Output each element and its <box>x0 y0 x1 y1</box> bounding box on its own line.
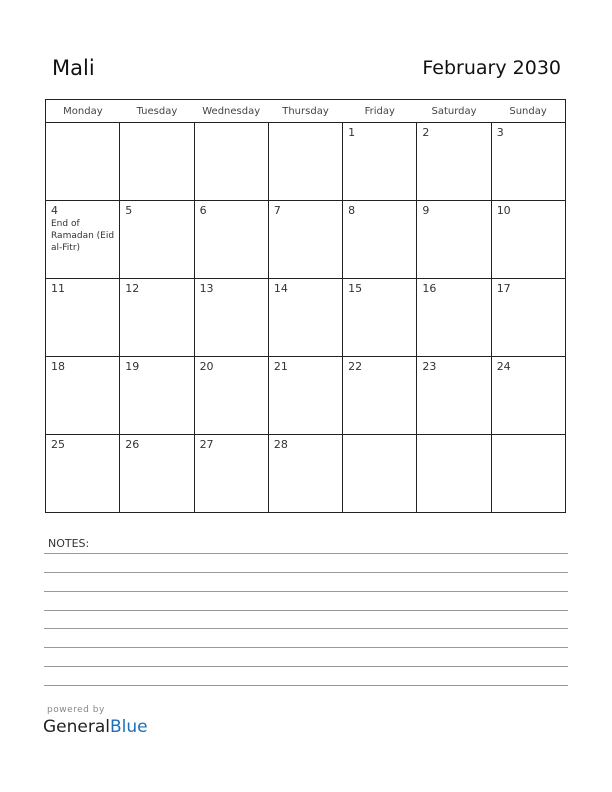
month-year-title: February 2030 <box>422 57 561 79</box>
brand-blue: Blue <box>110 717 148 737</box>
weekday-friday: Friday <box>343 100 417 123</box>
day-cell <box>46 357 120 435</box>
day-cell <box>194 123 268 201</box>
weekday-header-row <box>46 100 566 123</box>
day-cell <box>268 201 342 279</box>
note-line <box>44 591 568 592</box>
day-number: 8 <box>348 204 356 217</box>
weekday-sunday: Sunday <box>491 100 565 123</box>
day-cell <box>343 279 417 357</box>
weekday-monday: Monday <box>46 100 120 123</box>
week-row-5 <box>46 435 566 513</box>
day-number: 13 <box>199 282 214 295</box>
notes-label: NOTES: <box>48 537 90 550</box>
day-cell <box>417 201 491 279</box>
day-number: 7 <box>273 204 281 217</box>
day-cell <box>46 279 120 357</box>
day-number: 22 <box>348 360 363 373</box>
day-cell <box>46 201 120 279</box>
day-cell <box>343 201 417 279</box>
day-number: 26 <box>125 438 140 451</box>
day-number: 20 <box>199 360 214 373</box>
day-cell <box>343 435 417 513</box>
day-cell <box>120 279 194 357</box>
day-cell <box>268 279 342 357</box>
weekday-saturday: Saturday <box>417 100 491 123</box>
day-cell <box>194 357 268 435</box>
day-cell <box>120 435 194 513</box>
day-number: 18 <box>51 360 65 373</box>
note-line <box>44 666 568 667</box>
note-line <box>44 610 568 611</box>
day-number: 14 <box>273 282 288 295</box>
day-cell <box>491 435 565 513</box>
day-cell <box>268 123 342 201</box>
day-cell <box>268 357 342 435</box>
day-number: 15 <box>348 282 363 295</box>
day-cell <box>417 357 491 435</box>
day-number: 10 <box>496 204 511 217</box>
day-number: 4 <box>51 204 58 217</box>
day-number: 25 <box>51 438 65 451</box>
country-title: Mali <box>52 56 95 80</box>
note-line <box>44 572 568 573</box>
day-number: 2 <box>422 126 430 139</box>
weekday-thursday: Thursday <box>268 100 342 123</box>
day-cell <box>46 435 120 513</box>
day-cell <box>120 123 194 201</box>
day-cell <box>491 357 565 435</box>
day-number: 6 <box>199 204 207 217</box>
day-cell <box>120 357 194 435</box>
powered-by-text: powered by <box>47 705 105 715</box>
day-cell <box>46 123 120 201</box>
week-row-2 <box>46 201 566 279</box>
week-row-1 <box>46 123 566 201</box>
day-cell <box>194 201 268 279</box>
day-number: 16 <box>422 282 437 295</box>
note-line <box>44 628 568 629</box>
day-cell <box>491 123 565 201</box>
day-number: 23 <box>422 360 437 373</box>
generalblue-logo[interactable] <box>43 717 148 737</box>
day-number: 11 <box>51 282 65 295</box>
day-number: 12 <box>125 282 140 295</box>
day-cell <box>268 435 342 513</box>
weekday-wednesday: Wednesday <box>194 100 268 123</box>
week-row-4 <box>46 357 566 435</box>
day-number: 1 <box>348 126 356 139</box>
day-number: 17 <box>496 282 511 295</box>
day-number: 27 <box>199 438 214 451</box>
day-cell <box>417 123 491 201</box>
day-number: 19 <box>125 360 140 373</box>
weekday-tuesday: Tuesday <box>120 100 194 123</box>
calendar-grid <box>45 99 566 513</box>
day-cell <box>343 123 417 201</box>
day-number: 3 <box>496 126 504 139</box>
day-number: 21 <box>273 360 288 373</box>
day-cell <box>194 435 268 513</box>
day-number: 9 <box>422 204 430 217</box>
day-cell <box>491 201 565 279</box>
note-line <box>44 685 568 686</box>
day-cell <box>417 279 491 357</box>
day-cell <box>343 357 417 435</box>
day-number: 5 <box>125 204 133 217</box>
week-row-3 <box>46 279 566 357</box>
holiday-label: End of Ramadan (Eid al-Fitr) <box>51 219 115 253</box>
day-cell <box>194 279 268 357</box>
note-line <box>44 553 568 554</box>
day-cell <box>120 201 194 279</box>
day-number: 24 <box>496 360 511 373</box>
note-line <box>44 647 568 648</box>
day-cell <box>491 279 565 357</box>
day-number: 28 <box>273 438 288 451</box>
day-cell <box>417 435 491 513</box>
brand-general: General <box>43 717 110 737</box>
